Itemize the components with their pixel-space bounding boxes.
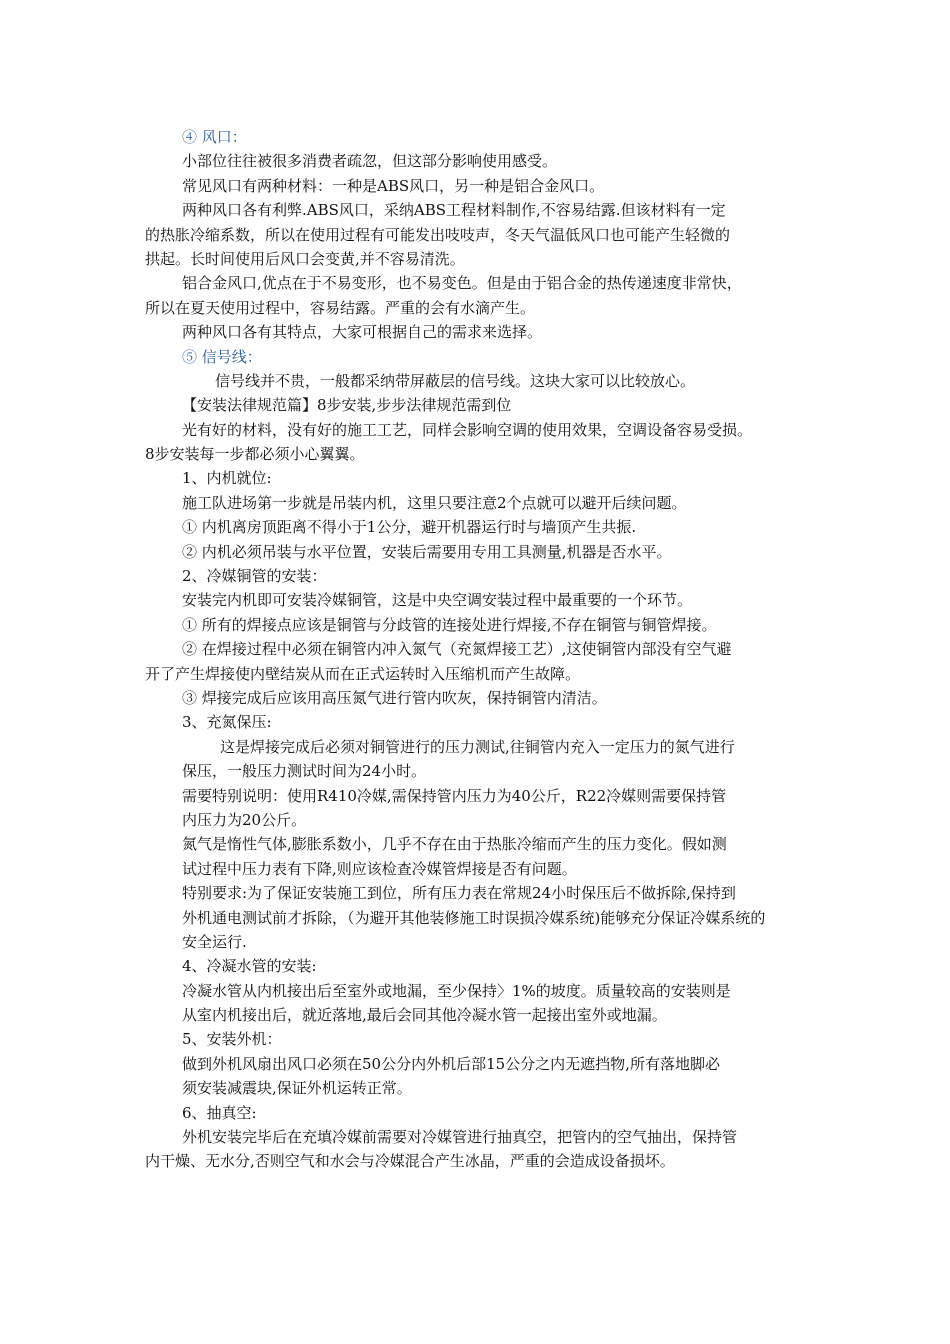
document-body <box>145 125 810 1174</box>
paragraph-line: 铝合金风口,优点在于不易变形，也不易变色。但是由于铝合金的热传递速度非常快， <box>182 274 742 293</box>
paragraph-line: 信号线并不贵，一般都采纳带屏蔽层的信号线。这块大家可以比较放心。 <box>215 371 696 390</box>
paragraph-line: 外机通电测试前才拆除，（为避开其他装修施工时误损冷媒系统)能够充分保证冷媒系统的 <box>182 908 766 927</box>
paragraph-line: 两种风口各有其特点，大家可根据自己的需求来选择。 <box>182 323 543 342</box>
paragraph-line: 安装完内机即可安装冷媒铜管，这是中央空调安装过程中最重要的一个环节。 <box>182 591 693 610</box>
paragraph-line: 8步安装每一步都必须小心翼翼。 <box>145 445 365 464</box>
paragraph-line: 需要特别说明：使用R410冷媒,需保持管内压力为40公斤，R22冷媒则需要保持管 <box>182 786 727 805</box>
paragraph-line: 所以在夏天使用过程中，容易结露。严重的会有水滴产生。 <box>145 298 536 317</box>
paragraph-line: 的热胀冷缩系数，所以在使用过程有可能发出吱吱声，冬天气温低风口也可能产生轻微的 <box>145 225 731 244</box>
paragraph-line: 两种风口各有利弊.ABS风口，采纳ABS工程材料制作,不容易结露.但该材料有一定 <box>182 201 726 220</box>
paragraph-line: 开了产生焊接使内壁结炭从而在正式运转时入压缩机而产生故障。 <box>145 664 581 683</box>
paragraph-line: 小部位往往被很多消费者疏忽，但这部分影响使用感受。 <box>182 152 558 171</box>
paragraph-line: 光有好的材料，没有好的施工工艺，同样会影响空调的使用效果，空调设备容易受损。 <box>182 420 753 439</box>
paragraph-line: 外机安装完毕后在充填冷媒前需要对冷媒管进行抽真空，把管内的空气抽出，保持管 <box>182 1128 738 1147</box>
paragraph-line: 试过程中压力表有下降,则应该检查冷媒管焊接是否有问题。 <box>182 859 577 878</box>
section-heading-signal-wire: ⑤ 信号线： <box>182 347 262 366</box>
paragraph-line: 拱起。长时间使用后风口会变黄,并不容易清洗。 <box>145 249 465 268</box>
paragraph-line: 常见风口有两种材料：一种是ABS风口，另一种是铝合金风口。 <box>182 176 605 195</box>
step-heading-1: 1、内机就位: <box>182 469 272 488</box>
step-heading-4: 4、冷凝水管的安装: <box>182 957 317 976</box>
step-heading-2: 2、冷媒铜管的安装： <box>182 567 327 586</box>
paragraph-line: 从室内机接出后，就近落地,最后会同其他冷凝水管一起接出室外或地漏。 <box>182 1006 667 1025</box>
paragraph-line: 氮气是惰性气体,膨胀系数小，几乎不存在由于热胀冷缩而产生的压力变化。假如测 <box>182 835 727 854</box>
list-item: ③ 焊接完成后应该用高压氮气进行管内吹灰，保持铜管内清洁。 <box>182 688 607 707</box>
paragraph-line: 这是焊接完成后必须对铜管进行的压力测试,往铜管内充入一定压力的氮气进行 <box>220 737 735 756</box>
paragraph-line: 内干燥、无水分,否则空气和水会与冷媒混合产生冰晶，严重的会造成设备损坏。 <box>145 1152 675 1171</box>
paragraph-line: 冷凝水管从内机接出后至室外或地漏，至少保持〉1%的坡度。质量较高的安装则是 <box>182 981 731 1000</box>
list-item: ② 在焊接过程中必须在铜管内冲入氮气（充氮焊接工艺）,这使铜管内部没有空气避 <box>182 640 732 659</box>
paragraph-line: 做到外机风扇出风口必须在50公分内外机后部15公分之内无遮挡物,所有落地脚必 <box>182 1054 720 1073</box>
list-item: ① 所有的焊接点应该是铜管与分歧管的连接处进行焊接,不存在铜管与铜管焊接。 <box>182 615 717 634</box>
paragraph-line: 安全运行. <box>182 932 247 951</box>
paragraph-line: 须安装减震块,保证外机运转正常。 <box>182 1079 412 1098</box>
list-item: ① 内机离房顶距离不得小于1公分，避开机器运行时与墙顶产生共振. <box>182 518 637 537</box>
section-heading-vents: ④ 风口： <box>182 128 247 146</box>
paragraph-line: 内压力为20公斤。 <box>182 810 307 829</box>
step-heading-3: 3、充氮保压: <box>182 713 272 732</box>
paragraph-line: 施工队进场第一步就是吊装内机，这里只要注意2个点就可以避开后续问题。 <box>182 493 687 512</box>
step-heading-6: 6、抽真空: <box>182 1103 257 1122</box>
paragraph-line: 保压，一般压力测试时间为24小时。 <box>182 762 427 781</box>
list-item: ② 内机必须吊装与水平位置，安装后需要用专用工具测量,机器是否水平。 <box>182 542 672 561</box>
step-heading-5: 5、安装外机： <box>182 1030 282 1049</box>
section-heading-installation: 【安装法律规范篇】8步安装,步步法律规范需到位 <box>182 396 512 415</box>
paragraph-line: 特别要求:为了保证安装施工到位，所有压力表在常规24小时保压后不做拆除,保持到 <box>182 884 736 903</box>
